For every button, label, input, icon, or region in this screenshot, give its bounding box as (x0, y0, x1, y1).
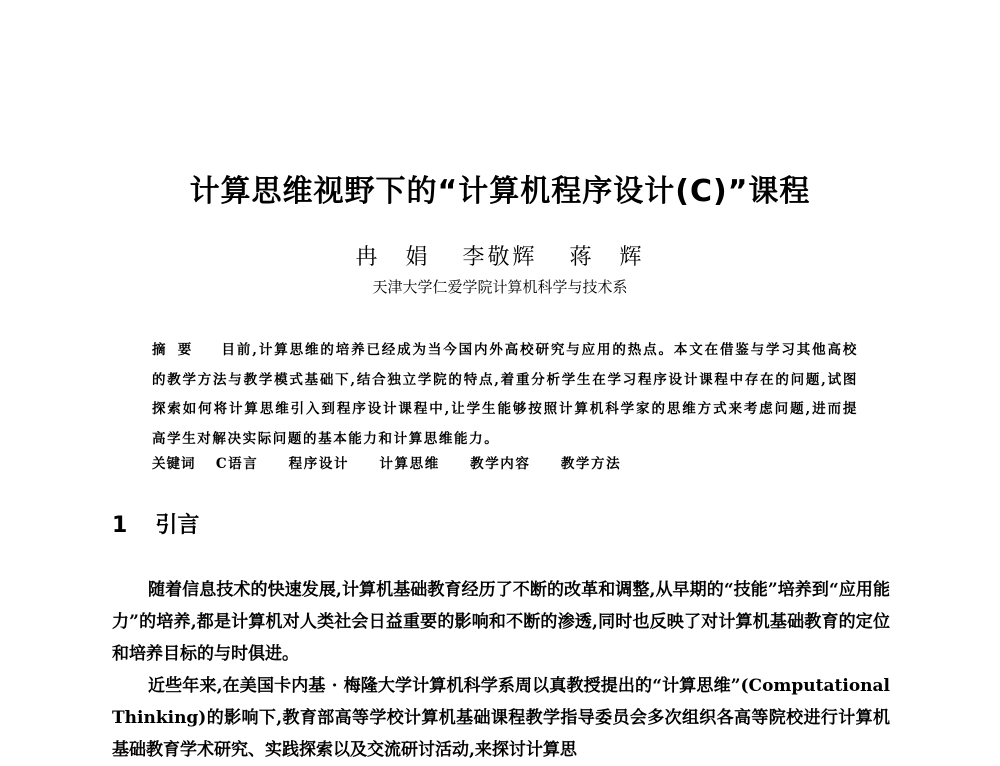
author-name: 李敬辉 (462, 245, 538, 270)
section-number: 1 (112, 513, 128, 538)
paper-title: 计算思维视野下的“计算机程序设计(C)”课程 (189, 174, 811, 209)
keywords-label: 关键词 (152, 456, 196, 472)
paragraph: 随着信息技术的快速发展,计算机基础教育经历了不断的改革和调整,从早期的“技能”培养到“应用能力”的培养,都是计算机对人类社会日益重要的影响和不断的渗透,同时也反映了对计算机基础教育的定位和培养目标的与时俱进。 (112, 580, 890, 664)
keywords (152, 452, 858, 472)
body-text (112, 574, 890, 766)
author-name: 冉 娟 (355, 245, 431, 270)
keyword: 计算思维 (379, 456, 440, 472)
keyword: 教学方法 (560, 456, 622, 472)
section-heading (112, 508, 199, 539)
abstract-text: 目前,计算思维的培养已经成为当今国内外高校研究与应用的热点。本文在借鉴与学习其他高校的教学方法与教学模式基础下,结合独立学院的特点,着重分析学生在学习程序设计课程中存在的问题,试图探索如何将计算思维引入到程序设计课程中,让学生能够按照计算机科学家的思维方式来考虑问题,进而提高学生对解决实际问题的基本能力和计算思维能力。 (152, 342, 858, 447)
keyword: 程序设计 (288, 456, 350, 472)
abstract (152, 336, 858, 454)
author-list (0, 240, 1000, 271)
author-name: 蒋 辉 (569, 245, 645, 270)
section-title: 引言 (155, 513, 200, 538)
abstract-label: 摘要 (152, 342, 204, 358)
author-affiliation: 天津大学仁爱学院计算机科学与技术系 (372, 278, 628, 296)
keyword: C语言 (215, 456, 259, 472)
keyword: 教学内容 (470, 456, 531, 472)
paragraph: 近些年来,在美国卡内基 · 梅隆大学计算机科学系周以真教授提出的“计算思维”(Computational Thinking)的影响下,教育部高等学校计算机基础课程教学指导委员会多次组织各高等院校进行计算机基础教育学术研究、实践探索以及交流研讨活动,来探讨计算思 (112, 676, 890, 760)
